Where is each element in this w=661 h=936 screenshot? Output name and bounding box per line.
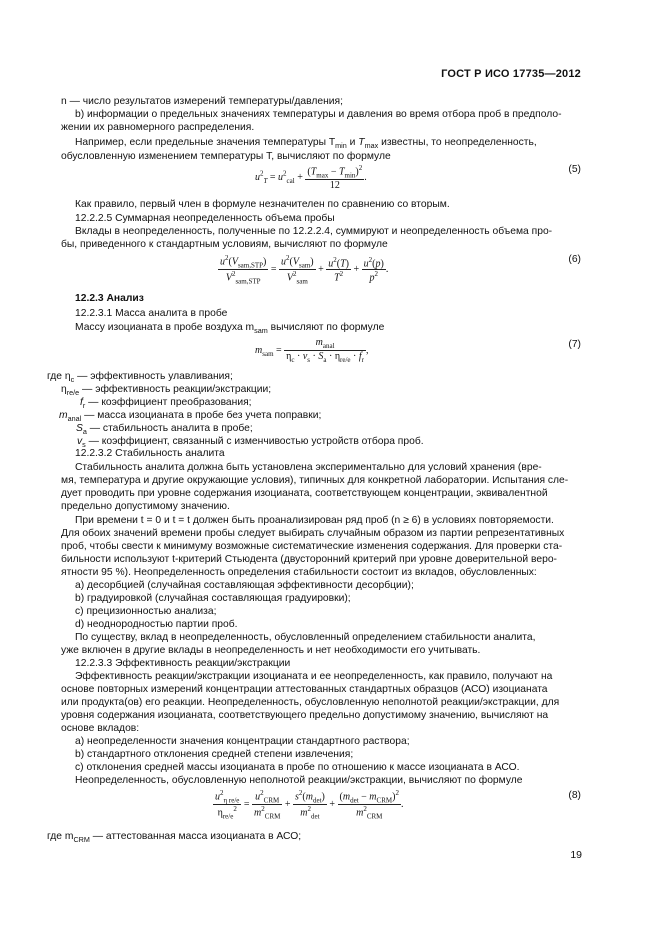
text-line: Массу изоцианата в пробе воздуха $m_{sam}$ вычисляют по формуле [75, 322, 385, 336]
text-line: основе вкладов: [61, 723, 140, 734]
text-line: дует проводить при уровне содержания изоцианата, соответствующем концентрации, эквивалентной [61, 488, 548, 499]
definition-line: $\eta_{re/e}$ — эффективность реакции/экстракции; [61, 384, 272, 398]
list-item: d) неоднородностью партии проб. [75, 619, 238, 630]
definition-line: $v_s$ — коэффициент, связанный с изменчивостью устройств отбора проб. [77, 436, 424, 450]
text-line: уровня содержания изоцианата, соответствующего предельно допустимому значению, вычисляют на [61, 710, 549, 721]
text-line: основе повторных измерений концентрации аттестованных стандартных образцов (АСО) изоцианата [61, 684, 548, 695]
text-line: Эффективность реакции/экстракции изоцианата и ее неопределенность, как правило, получают на [75, 671, 553, 682]
text-line: мя, температура и другие окружающие условия), типичных для конкретной лаборатории. Испытания сле- [61, 475, 569, 486]
list-item: c) отклонения средней массы изоцианата в пробе по отношению к массе изоцианата в АСО. [75, 762, 520, 773]
equation-number: (5) [568, 164, 581, 175]
text-line: жении их равномерного распределения. [61, 122, 255, 133]
section-heading: 12.2.2.5 Суммарная неопределенность объема пробы [75, 213, 335, 224]
list-item: b) градуировкой (случайная составляющая градуировки); [75, 593, 351, 604]
text-line: обусловленную изменением температуры T, вычисляют по формуле [61, 151, 391, 162]
text-line: Как правило, первый член в формуле незначителен по сравнению со вторым. [75, 199, 450, 210]
section-heading: 12.2.3.3 Эффективность реакции/экстракции [75, 658, 291, 669]
equation-number: (8) [568, 790, 581, 801]
definition-line: где $m_{CRM}$ — аттестованная масса изоцианата в АСО; [47, 831, 302, 845]
definition-line: $f_r$ — коэффициент преобразования; [80, 397, 252, 411]
definition-line: $S_a$ — стабильность аналита в пробе; [76, 423, 253, 437]
text-line: По существу, вклад в неопределенность, обусловленный определением стабильности аналита, [75, 632, 536, 643]
text-line: бы, приведенного к стандартным условиям, вычисляют по формуле [61, 239, 388, 250]
text-line: уже включен в другие вклады в неопределенность и нет необходимости его учитывать. [61, 645, 481, 656]
text-line: Вклады в неопределенность, полученные по 12.2.2.4, суммируют и неопределенность объема про- [75, 226, 553, 237]
text-line: бильности используют t-критерий Стьюдента (двусторонний критерий при уровне доверительной веро- [61, 554, 557, 565]
text-line: Неопределенность, обусловленную неполнотой реакции/экстракции, вычисляют по формуле [75, 775, 523, 786]
text-line: Для обоих значений времени пробы следует выбирать случайным образом из партии репрезентативных [61, 528, 565, 539]
definition-line: где $\eta_c$ — эффективность улавливания; [47, 371, 233, 385]
text-line: предельно допустимому значению. [61, 501, 230, 512]
section-heading: 12.2.3.1 Масса аналита в пробе [75, 308, 228, 319]
list-item: b) стандартного отклонения средней степени извлечения; [75, 749, 354, 760]
section-heading: 12.2.3 Анализ [75, 293, 144, 304]
text-line: Например, если предельные значения температуры $T_{min}$ и $T_{max}$ известны, то неопределенность, [75, 137, 537, 151]
equation-6: $\frac{u^2(V_{sam,STP})}{V^2_{sam,STP}}$ = $\frac{u^2(V_{sam})}{V^2_{sam}}$ + $\frac{u^2(T)}{T^2}$ + $\frac{u^2(p)}{p^2}$ . [220, 254, 389, 286]
text-line: Стабильность аналита должна быть установлена экспериментально для условий хранения (вре- [75, 462, 542, 473]
page-number: 19 [570, 849, 582, 861]
text-line: При времени t = 0 и t = t должен быть проанализирован ряд проб (n ≥ 6) в условиях повторяемости. [75, 515, 554, 526]
equation-number: (7) [568, 339, 581, 350]
text-line: n — число результатов измерений температуры/давления; [61, 96, 343, 107]
equation-7: $m_{sam}$ = $\frac{m_{anal}}{\eta_c \cdot v_s \cdot S_a \cdot \eta_{re/e} \cdot f_r}$ , [255, 337, 369, 364]
text-line: проб, чтобы свести к минимуму возможные систематические изменения содержания. Для проверки ста- [61, 541, 563, 552]
list-item: a) неопределенности значения концентрации стандартного раствора; [75, 736, 410, 747]
document-header: ГОСТ Р ИСО 17735—2012 [441, 68, 581, 80]
text-line: или продукта(ов) его реакции. Неопределенность, обусловленную неполнотой реакции/экстракции, для [61, 697, 560, 708]
section-heading: 12.2.3.2 Стабильность аналита [75, 448, 225, 459]
list-item: a) десорбцией (случайная составляющая эффективности десорбции); [75, 580, 414, 591]
text-line: ятности 95 %). Неопределенность определения стабильности состоит из вкладов, обусловленных: [61, 567, 537, 578]
definition-line: $m_{anal}$ — масса изоцианата в пробе без учета поправки; [59, 410, 322, 424]
text-line: b) информации о предельных значениях температуры и давления во время отбора проб в предполо- [75, 109, 562, 120]
equation-8: $\frac{u^2_{\eta re/e}}{\eta_{re/e}^2}$ = $\frac{u^2_{CRM}}{m^2_{CRM}}$ + $\frac{s^2(m_{det})}{m^2_{det}}$ + $\frac{(m_{det} - m_{CRM})^2}{m^2_{CRM}}$ . [215, 789, 404, 821]
equation-number: (6) [568, 254, 581, 265]
list-item: c) прецизионностью анализа; [75, 606, 217, 617]
equation-5: $u^2_T = u^2_{cal}$ + $\frac{(T_{max} - T_{min})^2}{12}$ . [255, 164, 367, 192]
